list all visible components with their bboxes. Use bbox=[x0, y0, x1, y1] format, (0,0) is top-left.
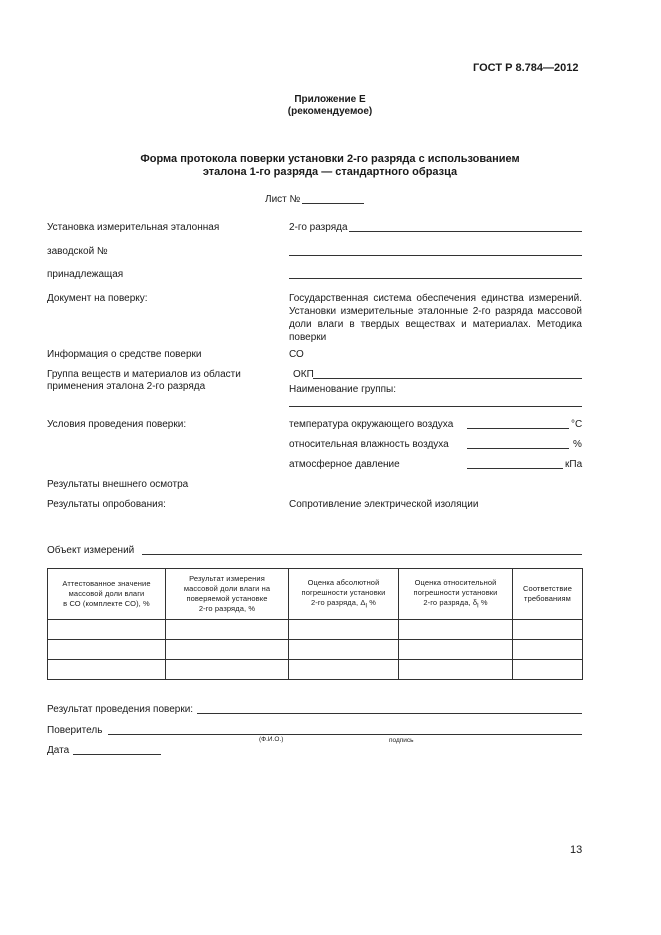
temperature-unit: °С bbox=[571, 419, 583, 430]
installation-value: 2-го разряда bbox=[289, 222, 348, 233]
humidity-label: относительная влажность воздуха bbox=[289, 439, 449, 450]
date-field[interactable] bbox=[73, 754, 161, 755]
means-value: СО bbox=[289, 349, 304, 360]
table-cell[interactable] bbox=[513, 640, 583, 660]
results-table bbox=[47, 568, 583, 680]
page-number: 13 bbox=[570, 844, 583, 856]
pressure-field[interactable] bbox=[467, 468, 563, 469]
group-label-line1: Группа веществ и материалов из области bbox=[47, 369, 241, 380]
table-row bbox=[48, 660, 583, 680]
group-label-line2: применения эталона 2-го разряда bbox=[47, 381, 206, 392]
group-name-label: Наименование группы: bbox=[289, 384, 396, 395]
testing-label: Результаты опробования: bbox=[47, 499, 166, 510]
appendix-title: Приложение Е bbox=[294, 94, 366, 105]
table-row bbox=[48, 640, 583, 660]
verifier-sign-caption: подпись bbox=[389, 737, 414, 744]
serial-field[interactable] bbox=[289, 255, 582, 256]
humidity-field[interactable] bbox=[467, 448, 569, 449]
document-label: Документ на поверку: bbox=[47, 293, 148, 304]
table-cell[interactable] bbox=[166, 620, 289, 640]
serial-label: заводской № bbox=[47, 246, 108, 257]
conditions-label: Условия проведения поверки: bbox=[47, 419, 187, 430]
table-cell[interactable] bbox=[289, 620, 399, 640]
table-row bbox=[48, 620, 583, 640]
table-cell[interactable] bbox=[513, 620, 583, 640]
table-cell[interactable] bbox=[399, 640, 513, 660]
object-label: Объект измерений bbox=[47, 545, 135, 556]
result-field[interactable] bbox=[197, 713, 582, 714]
pressure-unit: кПа bbox=[565, 459, 583, 470]
form-title-line2: эталона 1-го разряда — стандартного образца bbox=[202, 166, 458, 178]
table-cell[interactable] bbox=[166, 640, 289, 660]
pressure-label: атмосферное давление bbox=[289, 459, 400, 470]
table-cell[interactable] bbox=[399, 620, 513, 640]
document-value: Государственная система обеспечения единства измерений. Установки измерительные эталонные 2-го разряда массовой доли влаги в твердых веществах и материалах. Методика поверки bbox=[289, 293, 582, 343]
testing-value: Сопротивление электрической изоляции bbox=[289, 499, 479, 510]
inspection-label: Результаты внешнего осмотра bbox=[47, 479, 189, 490]
date-label: Дата bbox=[47, 745, 70, 756]
sheet-number-field[interactable] bbox=[302, 203, 364, 204]
table-cell[interactable] bbox=[399, 660, 513, 680]
verifier-name-caption: (Ф.И.О.) bbox=[259, 736, 284, 743]
group-name-field[interactable] bbox=[289, 406, 582, 407]
form-title-line1: Форма протокола поверки установки 2-го разряда с использованием bbox=[140, 153, 520, 165]
owner-label: принадлежащая bbox=[47, 269, 124, 280]
humidity-unit: % bbox=[573, 439, 582, 450]
table-cell[interactable] bbox=[48, 660, 166, 680]
installation-field[interactable] bbox=[349, 231, 582, 232]
table-cell[interactable] bbox=[289, 640, 399, 660]
document-code: ГОСТ Р 8.784—2012 bbox=[473, 62, 579, 74]
okp-label: ОКП bbox=[293, 369, 314, 380]
verifier-label: Поверитель bbox=[47, 725, 103, 736]
object-field[interactable] bbox=[142, 554, 582, 555]
verifier-field[interactable] bbox=[108, 734, 582, 735]
temperature-label: температура окружающего воздуха bbox=[289, 419, 454, 430]
appendix-subtitle: (рекомендуемое) bbox=[287, 106, 373, 117]
header-measurement-result: Результат измерения массовой доли влаги на поверяемой установке 2-го разряда, % bbox=[166, 569, 289, 620]
header-certified-value: Аттестованное значение массовой доли влаги в СО (комплекте СО), % bbox=[48, 569, 166, 620]
result-label: Результат проведения поверки: bbox=[47, 704, 194, 715]
table-cell[interactable] bbox=[166, 660, 289, 680]
means-label: Информация о средстве поверки bbox=[47, 349, 202, 360]
okp-field[interactable] bbox=[313, 378, 582, 379]
temperature-field[interactable] bbox=[467, 428, 569, 429]
header-relative-error: Оценка относительной погрешности установки 2-го разряда, $\delta_l$ % bbox=[399, 569, 513, 620]
sheet-label: Лист № bbox=[265, 194, 301, 205]
table-cell[interactable] bbox=[289, 660, 399, 680]
table-cell[interactable] bbox=[513, 660, 583, 680]
table-cell[interactable] bbox=[48, 620, 166, 640]
installation-label: Установка измерительная эталонная bbox=[47, 222, 220, 233]
table-header-row bbox=[48, 569, 583, 620]
header-absolute-error: Оценка абсолютной погрешности установки 2-го разряда, $\Delta_l$ % bbox=[289, 569, 399, 620]
table-cell[interactable] bbox=[48, 640, 166, 660]
owner-field[interactable] bbox=[289, 278, 582, 279]
header-compliance: Соответствие требованиям bbox=[513, 569, 583, 620]
